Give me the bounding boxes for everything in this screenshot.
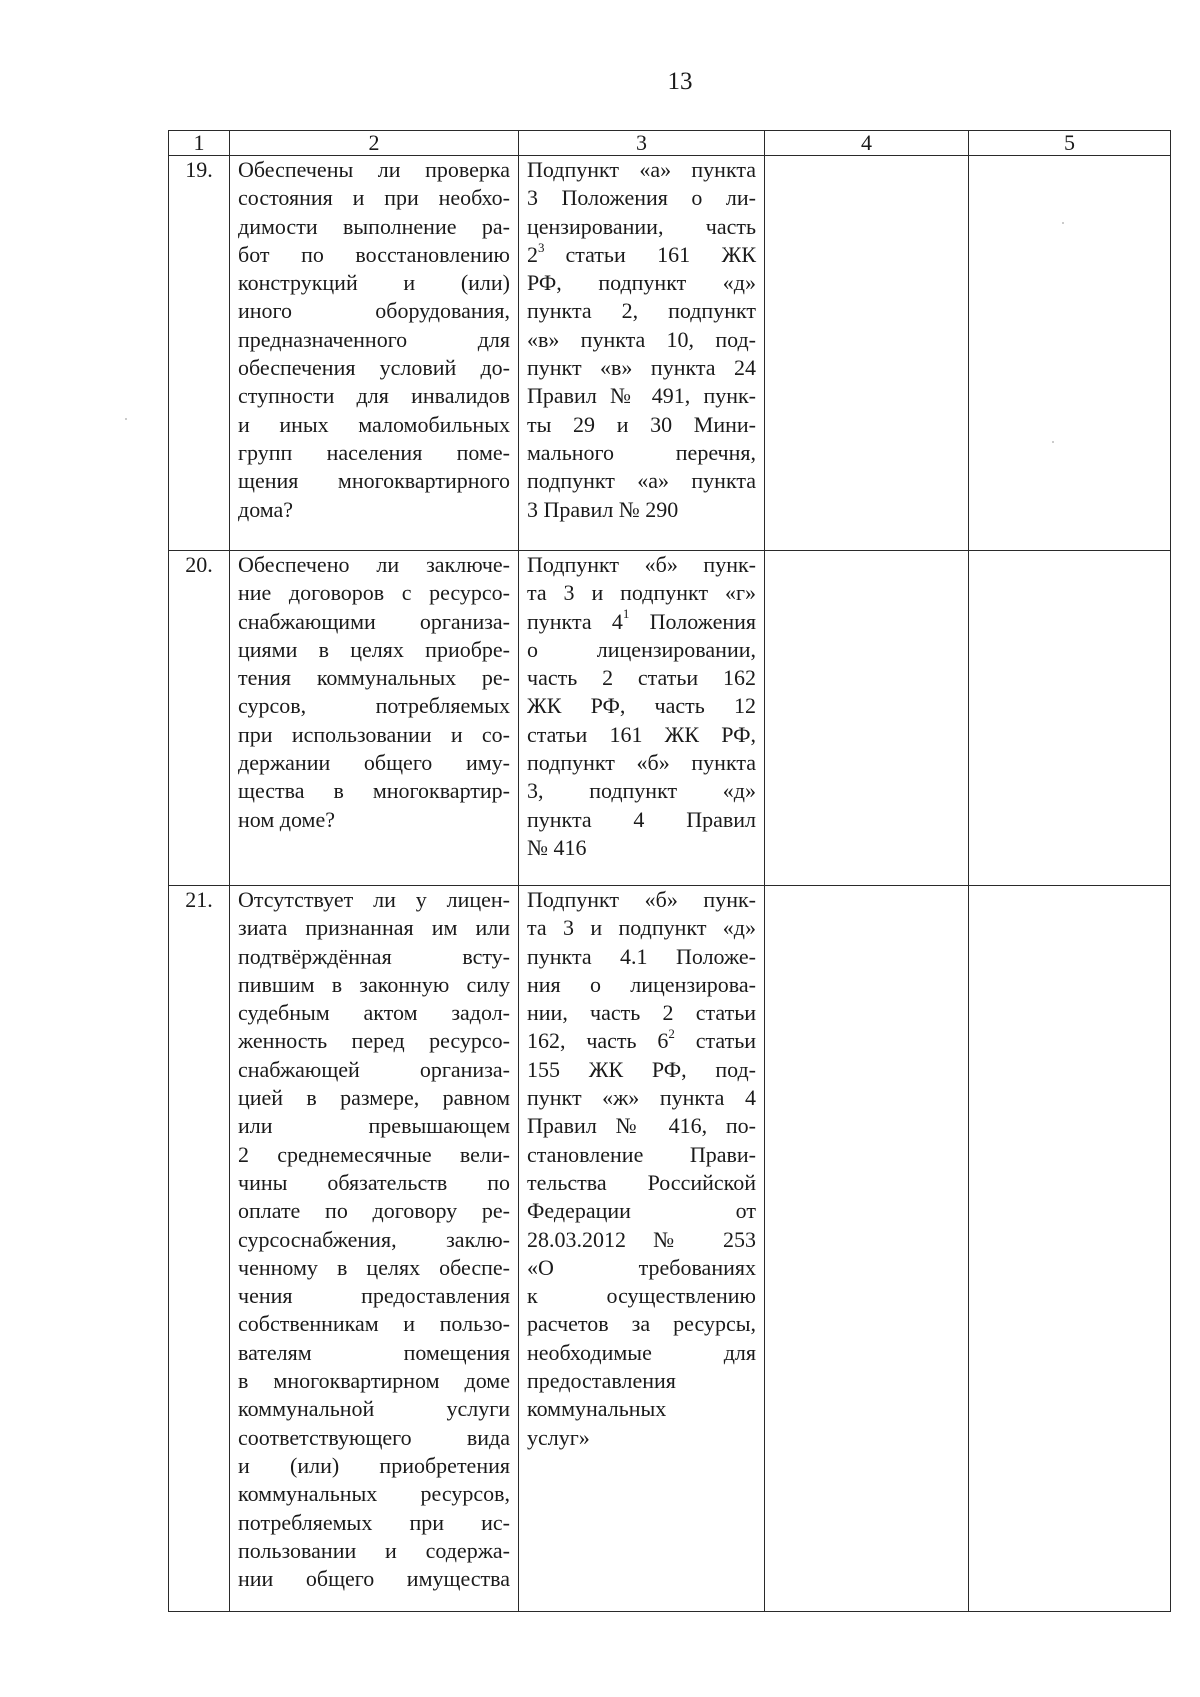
- reference-cell: [519, 886, 765, 1612]
- scan-speck: [125, 418, 127, 420]
- question-line: нии общего имущества: [238, 1566, 510, 1592]
- question-line: ном доме?: [238, 806, 336, 832]
- question-line: при использовании и со-: [238, 721, 510, 747]
- question-line: ние договоров с ресурсо-: [238, 580, 510, 606]
- reference-line: подпункт «а» пункта: [527, 468, 756, 494]
- question-line: Обеспечены ли проверка: [238, 157, 510, 182]
- reference-line: о лицензировании,: [527, 636, 756, 662]
- question-cell: [230, 551, 519, 886]
- column-header-5: 5: [969, 131, 1171, 156]
- reference-line: Подпункт «б» пунк-: [527, 552, 756, 577]
- question-line: Обеспечено ли заключе-: [238, 552, 510, 577]
- question-line: состояния и при необхо-: [238, 185, 510, 211]
- question-line: предназначенного для: [238, 326, 510, 352]
- scan-speck: [1062, 222, 1064, 224]
- superscript: 2: [668, 1026, 675, 1042]
- reference-line: 3, подпункт «д»: [527, 778, 756, 804]
- reference-line: пункта 2, подпункт: [527, 298, 756, 324]
- question-line: собственникам и пользо-: [238, 1311, 510, 1337]
- question-line: или превышающем: [238, 1113, 510, 1139]
- reference-line: становление Прави-: [527, 1141, 756, 1167]
- question-line: 2 среднемесячные вели-: [238, 1141, 510, 1167]
- reference-line: статьи 161 ЖК РФ,: [527, 721, 756, 747]
- question-line: судебным актом задол-: [238, 1000, 510, 1026]
- question-line: коммунальных ресурсов,: [238, 1481, 510, 1507]
- question-line: чения предоставления: [238, 1283, 510, 1309]
- question-line: зиата признанная им или: [238, 915, 510, 941]
- reference-line: подпункт «б» пункта: [527, 750, 756, 776]
- reference-line: та 3 и подпункт «д»: [527, 915, 756, 941]
- question-line: тения коммунальных ре-: [238, 665, 510, 691]
- question-line: женность перед ресурсо-: [238, 1028, 510, 1054]
- question-line: дома?: [238, 496, 294, 522]
- superscript: 3: [538, 239, 545, 255]
- reference-line: 3 Положения о ли-: [527, 185, 756, 211]
- superscript: 1: [622, 606, 630, 622]
- column-header-2: 2: [230, 131, 519, 156]
- empty-cell-col4: [765, 886, 969, 1612]
- question-line: цией в размере, равном: [238, 1085, 510, 1111]
- reference-line: тельства Российской: [527, 1169, 756, 1195]
- reference-cell: [519, 551, 765, 886]
- reference-line: услуг»: [527, 1424, 590, 1450]
- question-line: иного оборудования,: [238, 298, 510, 324]
- reference-line: ты 29 и 30 Мини-: [527, 411, 756, 437]
- reference-line: 28.03.2012 № 253: [527, 1226, 756, 1252]
- reference-line: пункта 4.1 Положе-: [527, 943, 756, 969]
- reference-line: к осуществлению: [527, 1283, 756, 1309]
- question-line: оплате по договору ре-: [238, 1198, 510, 1224]
- reference-line: 3 Правил № 290: [527, 496, 679, 522]
- question-line: пользовании и содержа-: [238, 1537, 510, 1563]
- question-line: вателям помещения: [238, 1339, 510, 1365]
- empty-cell-col5: [969, 551, 1171, 886]
- reference-line: предоставления: [527, 1368, 676, 1394]
- question-line: коммунальной услуги: [238, 1396, 510, 1422]
- question-line: в многоквартирном доме: [238, 1368, 510, 1394]
- reference-line: цензировании, часть: [527, 213, 756, 239]
- row-number: 19.: [169, 156, 230, 551]
- reference-line: Правил № 491, пунк-: [527, 383, 756, 409]
- reference-line: расчетов за ресурсы,: [527, 1311, 756, 1337]
- question-line: подтвёрждённая всту-: [238, 943, 510, 969]
- reference-line: пункта $4^1$ Положения: [527, 606, 756, 634]
- reference-line: коммунальных: [527, 1396, 667, 1422]
- table-header-row: [169, 131, 1171, 156]
- question-cell: [230, 156, 519, 551]
- row-number: 21.: [169, 886, 230, 1612]
- reference-line: пункта 4 Правил: [527, 806, 756, 832]
- question-line: потребляемых при ис-: [238, 1509, 510, 1535]
- reference-line: необходимые для: [527, 1339, 756, 1365]
- question-line: обеспечения условий до-: [238, 355, 510, 381]
- table-row: [169, 551, 1171, 886]
- reference-line: мального перечня,: [527, 439, 756, 465]
- question-line: циями в целях приобре-: [238, 636, 510, 662]
- question-line: снабжающей организа-: [238, 1056, 510, 1082]
- question-line: ченному в целях обеспе-: [238, 1254, 510, 1280]
- question-line: сурсоснабжения, заклю-: [238, 1226, 510, 1252]
- question-line: ступности для инвалидов: [238, 383, 510, 409]
- scan-speck: [1052, 441, 1054, 443]
- question-line: групп населения поме-: [238, 439, 510, 465]
- column-header-3: 3: [519, 131, 765, 156]
- reference-line: 155 ЖК РФ, под-: [527, 1056, 756, 1082]
- column-header-4: 4: [765, 131, 969, 156]
- row-number: 20.: [169, 551, 230, 886]
- reference-line: часть 2 статьи 162: [527, 665, 756, 691]
- question-line: димости выполнение ра-: [238, 213, 510, 239]
- question-line: соответствующего вида: [238, 1424, 510, 1450]
- checklist-table: [168, 130, 1171, 1612]
- question-line: и (или) приобретения: [238, 1452, 510, 1478]
- reference-line: та 3 и подпункт «г»: [527, 580, 756, 606]
- table-row: [169, 156, 1171, 551]
- table-row: [169, 886, 1171, 1612]
- reference-line: Правил № 416, по-: [527, 1113, 756, 1139]
- reference-line: «в» пункта 10, под-: [527, 326, 756, 352]
- question-line: бот по восстановлению: [238, 241, 510, 267]
- column-header-1: 1: [169, 131, 230, 156]
- reference-line: Подпункт «а» пункта: [527, 157, 756, 182]
- question-line: снабжающими организа-: [238, 608, 510, 634]
- question-line: держании общего иму-: [238, 750, 510, 776]
- reference-line: пункт «ж» пункта 4: [527, 1085, 756, 1111]
- reference-line: Подпункт «б» пунк-: [527, 887, 756, 912]
- reference-line: «О требованиях: [527, 1254, 756, 1280]
- empty-cell-col5: [969, 156, 1171, 551]
- question-line: конструкций и (или): [238, 270, 510, 296]
- empty-cell-col5: [969, 886, 1171, 1612]
- empty-cell-col4: [765, 551, 969, 886]
- question-line: чины обязательств по: [238, 1169, 510, 1195]
- question-line: щества в многоквартир-: [238, 778, 510, 804]
- reference-line: $2^3$ статьи 161 ЖК: [527, 239, 756, 267]
- reference-line: ЖК РФ, часть 12: [527, 693, 756, 719]
- empty-cell-col4: [765, 156, 969, 551]
- reference-cell: [519, 156, 765, 551]
- question-line: Отсутствует ли у лицен-: [238, 887, 510, 912]
- reference-line: Федерации от: [527, 1198, 756, 1224]
- reference-line: ния о лицензирова-: [527, 971, 756, 997]
- reference-line: 162, часть $6^2$ статьи: [527, 1026, 756, 1054]
- question-line: сурсов, потребляемых: [238, 693, 510, 719]
- reference-line: РФ, подпункт «д»: [527, 270, 756, 296]
- reference-line: пункт «в» пункта 24: [527, 355, 756, 381]
- reference-line: нии, часть 2 статьи: [527, 1000, 756, 1026]
- reference-line: № 416: [527, 834, 587, 860]
- question-line: и иных маломобильных: [238, 411, 510, 437]
- page-number: 13: [667, 68, 693, 95]
- question-cell: [230, 886, 519, 1612]
- question-line: щения многоквартирного: [238, 468, 510, 494]
- question-line: пившим в законную силу: [238, 971, 510, 997]
